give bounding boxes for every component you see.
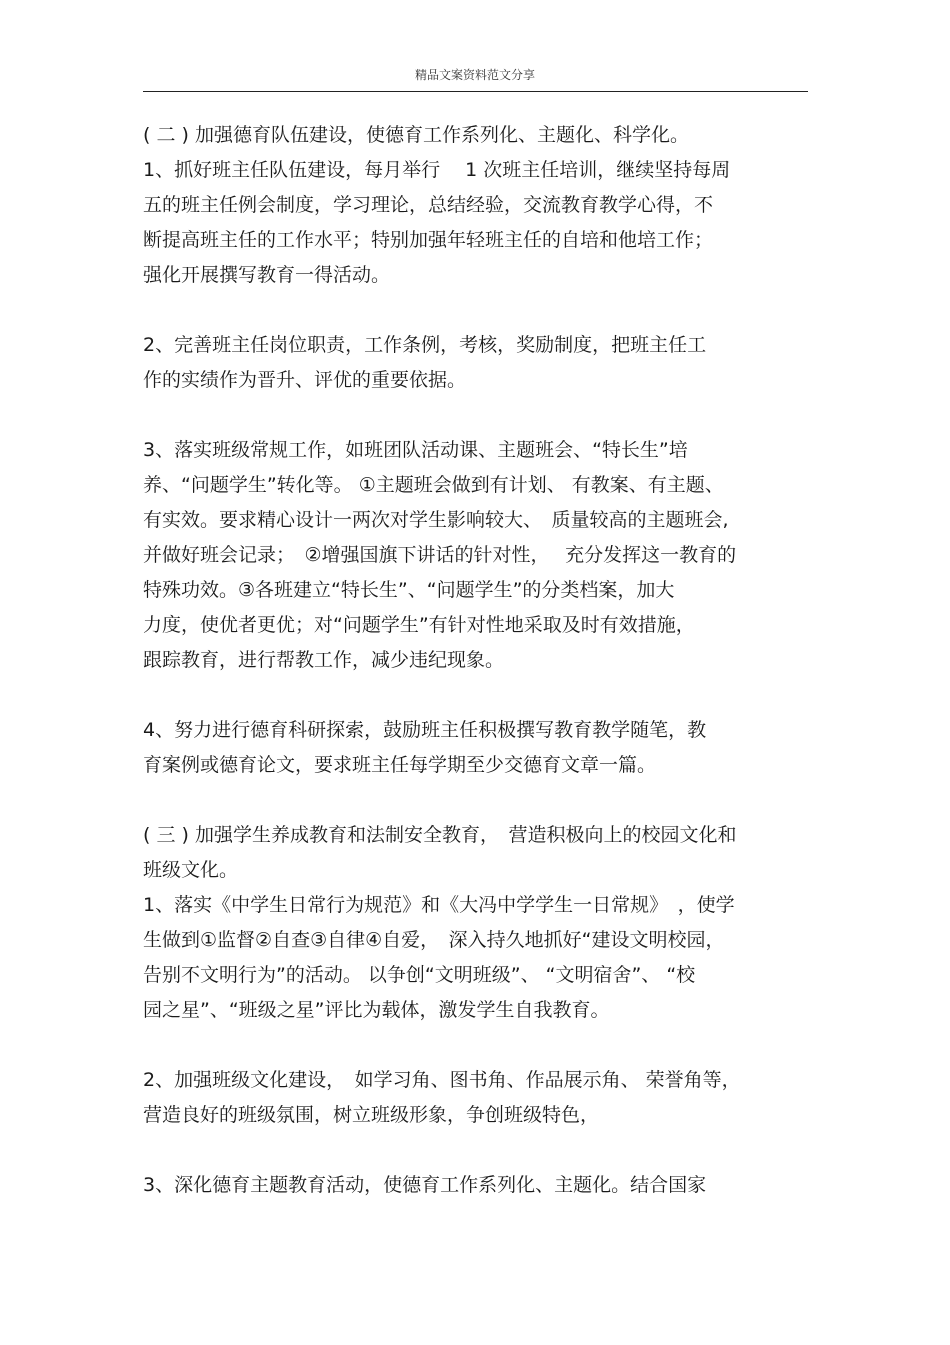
text-line: 并做好班会记录； ②增强国旗下讲话的针对性， 充分发挥这一教育的 (143, 544, 737, 566)
text-line: 2、加强班级文化建设， 如学习角、图书角、作品展示角、 荣誉角等， (143, 1069, 741, 1091)
text-line: 班级文化。 (143, 859, 239, 881)
text-line: 2、完善班主任岗位职责，工作条例，考核，奖励制度，把班主任工 (143, 334, 707, 356)
paragraph-gap (143, 398, 815, 433)
text-line: 告别不文明行为”的活动。 以争创“文明班级”、 “文明宿舍”、 “校 (143, 964, 696, 986)
paragraph-gap (143, 293, 815, 328)
text-line: 3、落实班级常规工作，如班团队活动课、主题班会、“特长生”培 (143, 439, 688, 461)
text-line: 3、深化德育主题教育活动，使德育工作系列化、主题化。结合国家 (143, 1174, 707, 1196)
text-line: 园之星”、“班级之星”评比为载体，激发学生自我教育。 (143, 999, 610, 1021)
page-header: 精品文案资料范文分享 (414, 68, 535, 82)
paragraph-gap (143, 1028, 815, 1063)
text-line: 五的班主任例会制度，学习理论，总结经验，交流教育教学心得，不 (143, 194, 714, 216)
text-line: 营造良好的班级氛围，树立班级形象，争创班级特色， (143, 1104, 600, 1126)
text-line: ( 三 ) 加强学生养成教育和法制安全教育， 营造积极向上的校园文化和 (143, 824, 737, 846)
text-line: 力度，使优者更优；对“问题学生”有针对性地采取及时有效措施， (143, 614, 695, 636)
text-line: 作的实绩作为晋升、评优的重要依据。 (143, 369, 467, 391)
text-line: 断提高班主任的工作水平；特别加强年轻班主任的自培和他培工作； (143, 229, 714, 251)
text-line: 特殊功效。③各班建立“特长生”、“问题学生”的分类档案，加大 (143, 579, 675, 601)
text-line: 强化开展撰写教育一得活动。 (143, 264, 391, 286)
text-line: 有实效。要求精心设计一两次对学生影响较大、 质量较高的主题班会, (143, 509, 729, 531)
paragraph-gap (143, 678, 815, 713)
header-divider (143, 91, 808, 92)
paragraph-gap (143, 783, 815, 818)
text-line: 4、努力进行德育科研探索，鼓励班主任积极撰写教育教学随笔，教 (143, 719, 707, 741)
text-line: ( 二 ) 加强德育队伍建设，使德育工作系列化、主题化、科学化。 (143, 124, 689, 146)
text-line: 跟踪教育，进行帮教工作，减少违纪现象。 (143, 649, 505, 671)
text-line: 生做到①监督②自查③自律④自爱， 深入持久地抓好“建设文明校园， (143, 929, 725, 951)
text-line: 1、抓好班主任队伍建设，每月举行 1 次班主任培训，继续坚持每周 (143, 159, 731, 181)
text-line: 1、落实《中学生日常行为规范》和《大冯中学学生一日常规》 ，使学 (143, 894, 735, 916)
paragraph-gap (143, 1133, 815, 1168)
text-line: 养、“问题学生”转化等。 ①主题班会做到有计划、 有教案、有主题、 (143, 474, 724, 496)
text-line: 育案例或德育论文，要求班主任每学期至少交德育文章一篇。 (143, 754, 657, 776)
document-body (143, 118, 815, 1203)
